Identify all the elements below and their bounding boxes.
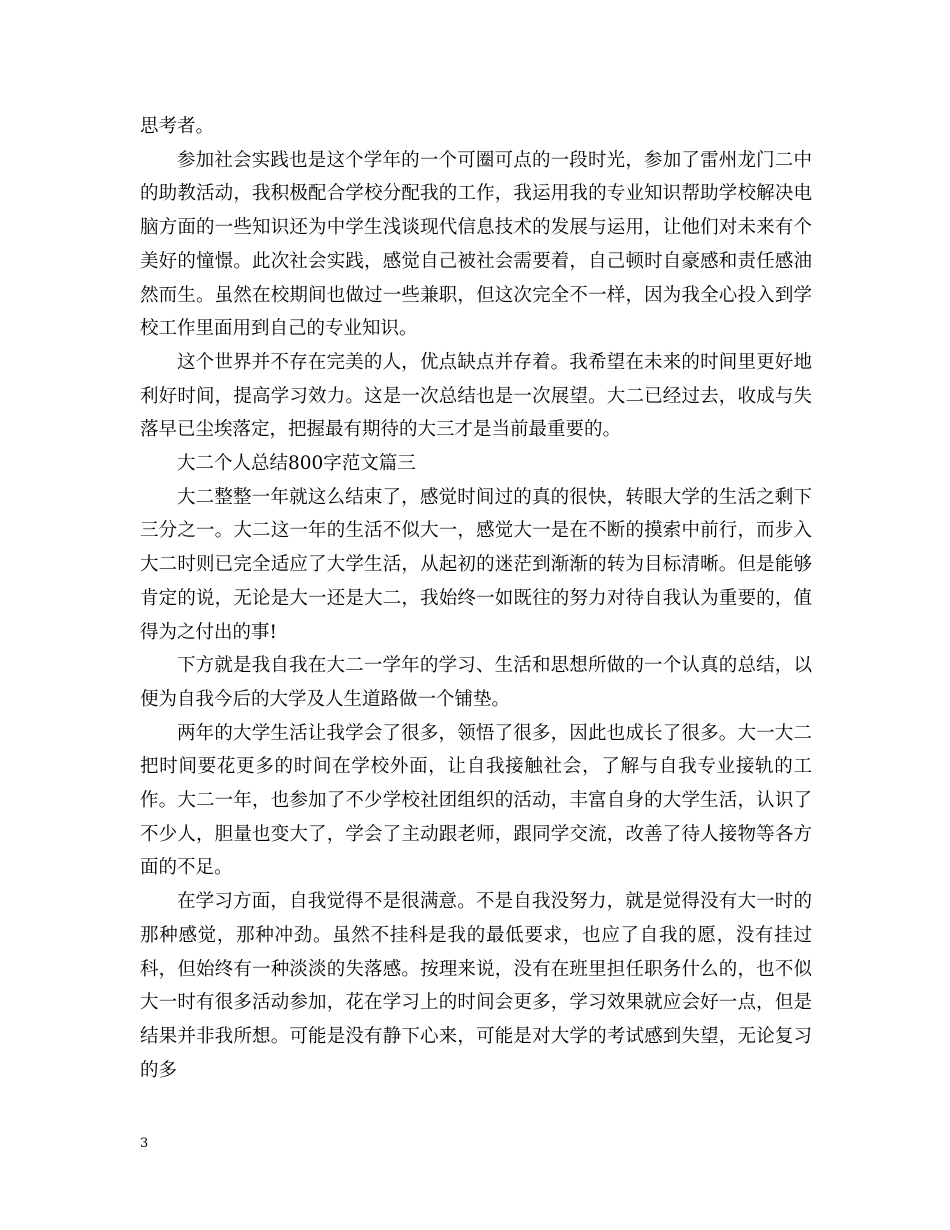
section-heading: 大二个人总结800字范文篇三 [177,453,416,475]
paragraph: 参加社会实践也是这个学年的一个可圈可点的一段时光，参加了雷州龙门二中的助教活动，我积极配合学校分配我的工作，我运用我的专业知识帮助学校解决电脑方面的一些知识还为中学生浅谈现代信息技术的发展与运用，让他们对未来有个美好的憧憬。此次社会实践，感觉自己被社会需要着，自己顿时自豪感和责任感油然而生。虽然在校期间也做过一些兼职，但这次完全不一样，因为我全心投入到学校工作里面用到自己的专业知识。 [140,149,812,340]
paragraph: 下方就是我自我在大二一学年的学习、生活和思想所做的一个认真的总结，以便为自我今后的大学及人生道路做一个铺垫。 [140,655,812,710]
paragraph: 大二整整一年就这么结束了，感觉时间过的真的很快，转眼大学的生活之剩下三分之一。大二这一年的生活不似大一，感觉大一是在不断的摸索中前行，而步入大二时则已完全适应了大学生活，从起初的迷茫到渐渐的转为目标清晰。但是能够肯定的说，无论是大一还是大二，我始终一如既往的努力对待自我认为重要的，值得为之付出的事! [140,486,812,643]
paragraph: 在学习方面，自我觉得不是很满意。不是自我没努力，就是觉得没有大一时的那种感觉，那种冲劲。虽然不挂科是我的最低要求，也应了自我的愿，没有挂过科，但始终有一种淡淡的失落感。按理来说，没有在班里担任职务什么的，也不似大一时有很多活动参加，花在学习上的时间会更多，学习效果就应会好一点，但是结果并非我所想。可能是没有静下心来，可能是对大学的考试感到失望，无论复习的多 [140,891,812,1081]
document-body [140,110,812,1087]
paragraph: 两年的大学生活让我学会了很多，领悟了很多，因此也成长了很多。大一大二把时间要花更多的时间在学校外面，让自我接触社会，了解与自我专业接轨的工作。大二一年，也参加了不少学校社团组织的活动，丰富自身的大学生活，认识了不少人，胆量也变大了，学会了主动跟老师，跟同学交流，改善了待人接物等各方面的不足。 [140,722,812,879]
paragraph: 这个世界并不存在完美的人，优点缺点并存着。我希望在未来的时间里更好地利好时间，提高学习效力。这是一次总结也是一次展望。大二已经过去，收成与失落早已尘埃落定，把握最有期待的大三才是当前最重要的。 [140,351,812,441]
paragraph: 思考者。 [140,116,215,137]
page-number: 3 [140,1136,149,1151]
